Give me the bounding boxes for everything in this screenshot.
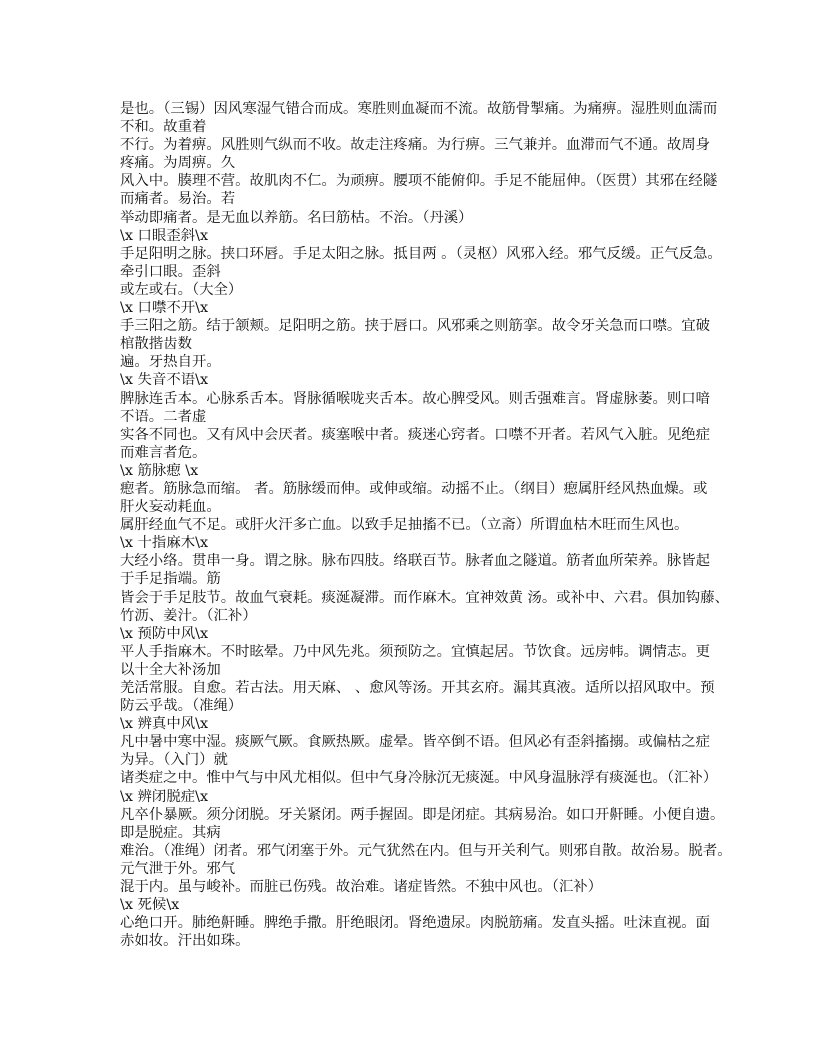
section-heading: \x 失音不语\x [120,372,209,389]
text-line: 为异。（入门）就 [120,752,228,769]
text-line: 难治。（准绳）闭者。邪气闭塞于外。元气犹然在内。但与开关利气。则邪自散。故治易。脱者。 [120,842,732,859]
text-line: 大经小络。贯串一身。谓之脉。脉布四肢。络联百节。脉者血之隧道。筋者血所荣养。脉皆起 [120,553,711,570]
section-heading: \x 辨闭脱症\x [120,788,209,805]
text-line: 皆会于手足肢节。故血气衰耗。痰涎凝滞。而作麻木。宜神效黄 汤。或补中、六君。俱加钩藤、 [120,589,729,606]
text-line: 手三阳之筋。结于颔颊。足阳明之筋。挟于唇口。风邪乘之则筋挛。故令牙关急而口噤。宜破 [120,318,711,335]
text-line: 属肝经血气不足。或肝火汗多亡血。以致手足抽搐不已。（立斋）所谓血枯木旺而生风也。 [120,517,689,534]
text-line: 心绝口开。肺绝鼾睡。脾绝手撒。肝绝眼闭。肾绝遗尿。肉脱筋痛。发直头摇。吐沫直视。面 [120,915,711,932]
text-line: 以十全大补汤加 [120,661,221,678]
text-line: 凡卒仆暴厥。须分闭脱。牙关紧闭。两手握固。即是闭症。其病易治。如口开鼾睡。小便自遗。 [120,806,725,823]
text-line: 而痛者。易治。若 [120,191,236,208]
section-heading: \x 筋脉瘛 \x [120,462,199,479]
document-body [120,100,732,950]
text-line: 风入中。腠理不营。故肌肉不仁。为顽痹。腰项不能俯仰。手足不能屈伸。（医贯）其邪在经隧 [120,173,718,190]
text-line: 混于内。虽与峻补。而脏已伤残。故治难。诸症皆然。不独中风也。（汇补） [120,879,603,896]
text-line: 防云乎哉。（准绳） [120,698,243,715]
text-line: 举动即痛者。是无血以养筋。名曰筋枯。不治。（丹溪） [120,209,473,226]
text-line: 赤如妆。汗出如珠。 [120,933,250,950]
text-line: 脾脉连舌本。心脉系舌本。肾脉循喉咙夹舌本。故心脾受风。则舌强难言。肾虚脉萎。则口喑 [120,390,711,407]
text-line: 或左或右。（大全） [120,281,243,298]
section-heading: \x 口噤不开\x [120,300,209,317]
text-line: 是也。（三锡）因风寒湿气错合而成。寒胜则血凝而不流。故筋骨掣痛。为痛痹。湿胜则血濡而 [120,101,718,117]
text-line: 遍。牙热自开。 [120,354,221,371]
section-heading: \x 十指麻木\x [120,535,209,552]
text-line: 即是脱症。其病 [120,824,221,841]
text-line: 羌活常服。自愈。若古法。用天麻、 、愈风等汤。开其玄府。漏其真液。适所以招风取中。预 [120,680,715,696]
text-line: 平人手指麻木。不时眩晕。乃中风先兆。须预防之。宜慎起居。节饮食。远房帏。调情志。更 [120,643,711,660]
text-line: 肝火妄动耗血。 [120,499,221,516]
section-heading: \x 口眼歪斜\x [120,227,209,244]
text-line: 牵引口眼。歪斜 [120,263,221,280]
text-line: 不和。故重着 [120,119,207,136]
section-heading: \x 预防中风\x [120,625,209,642]
text-line: 于手足指端。筋 [120,571,221,588]
text-line: 实各不同也。又有风中会厌者。痰塞喉中者。痰迷心窍者。口噤不开者。若风气入脏。见绝症 [120,426,711,443]
text-line: 瘛者。筋脉急而缩。 者。筋脉缓而伸。或伸或缩。动摇不止。（纲目）瘛属肝经风热血燥。或 [120,480,708,497]
text-line: 棺散揩齿数 [120,336,192,353]
text-line: 元气泄于外。邪气 [120,860,236,877]
text-line: 手足阳明之脉。挟口环唇。手足太阳之脉。抵目两 。（灵枢）风邪入经。邪气反缓。正气反急。 [120,245,722,262]
section-heading: \x 辨真中风\x [120,716,209,733]
text-line: 而难言者危。 [120,444,207,461]
text-line: 疼痛。为周痹。久 [120,155,236,172]
text-line: 凡中暑中寒中湿。痰厥气厥。食厥热厥。虚晕。皆卒倒不语。但风必有歪斜搐搦。或偏枯之症 [120,734,711,751]
text-line: 不行。为着痹。风胜则气纵而不收。故走注疼痛。为行痹。三气兼并。血滞而气不通。故周身 [120,137,711,154]
text-line: 竹沥、姜汁。（汇补） [120,607,257,624]
text-line: 不语。二者虚 [120,408,207,425]
text-line: 诸类症之中。惟中气与中风尤相似。但中气身冷脉沉无痰涎。中风身温脉浮有痰涎也。（汇补） [120,770,718,787]
section-heading: \x 死候\x [120,897,180,914]
